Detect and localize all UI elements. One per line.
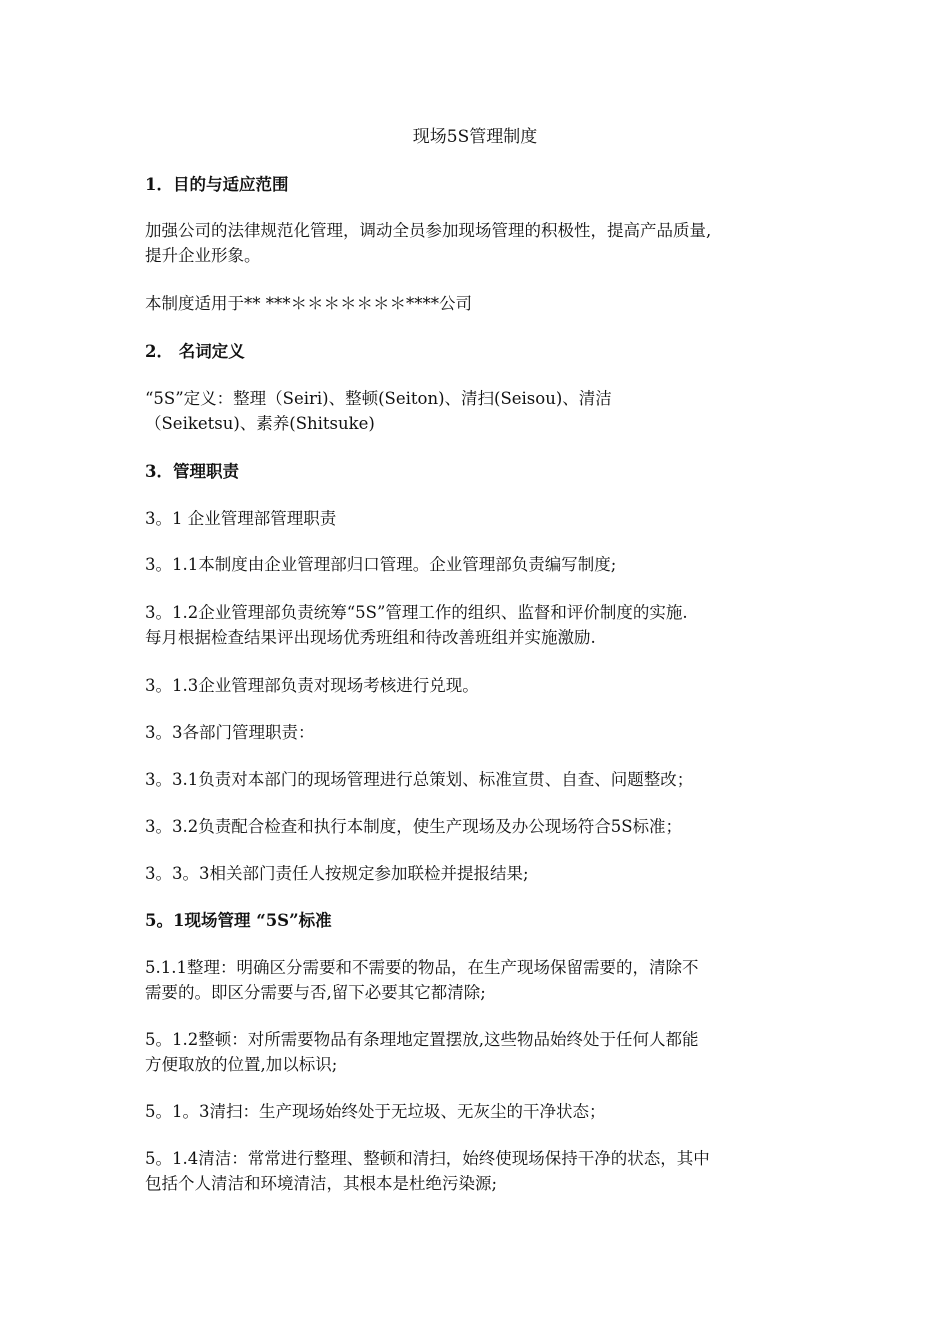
section-3-heading: 3．管理职责 xyxy=(145,462,239,481)
clause-5-1-2-line-1: 5。1.2整顿：对所需要物品有条理地定置摆放,这些物品始终处于任何人都能 xyxy=(145,1030,699,1049)
clause-5-1-1-line-2: 需要的。即区分需要与否,留下必要其它都清除; xyxy=(145,983,486,1002)
section-2-heading: 2． 名词定义 xyxy=(145,342,245,361)
clause-3-1: 3。1 企业管理部管理职责 xyxy=(145,509,337,528)
section-1-paragraph-line-2: 提升企业形象。 xyxy=(145,246,261,265)
section-1-heading: 1．目的与适应范围 xyxy=(145,175,289,194)
clause-3-3-3: 3。3。3相关部门责任人按规定参加联检并提报结果; xyxy=(145,864,529,883)
section-5-1-heading: 5。1现场管理 “5S”标准 xyxy=(145,911,332,930)
clause-3-3-2: 3。3.2负责配合检查和执行本制度，使生产现场及办公现场符合5S标准； xyxy=(145,817,683,836)
clause-3-1-2-line-2: 每月根据检查结果评出现场优秀班组和待改善班组并实施激励. xyxy=(145,628,596,647)
clause-5-1-2-line-2: 方便取放的位置,加以标识; xyxy=(145,1055,338,1074)
section-1-scope: 本制度适用于** ***＊＊＊＊＊＊＊****公司 xyxy=(145,294,472,313)
clause-3-1-2-line-1: 3。1.2企业管理部负责统筹“5S”管理工作的组织、监督和评价制度的实施. xyxy=(145,603,688,622)
clause-3-3: 3。3各部门管理职责： xyxy=(145,723,315,742)
clause-5-1-4-line-2: 包括个人清洁和环境清洁，其根本是杜绝污染源; xyxy=(145,1174,498,1193)
clause-3-3-1: 3。3.1负责对本部门的现场管理进行总策划、标准宣贯、自查、问题整改； xyxy=(145,770,694,789)
section-1-paragraph-line-1: 加强公司的法律规范化管理，调动全员参加现场管理的积极性，提高产品质量, xyxy=(145,221,712,240)
clause-5-1-3: 5。1。3清扫：生产现场始终处于无垃圾、无灰尘的干净状态； xyxy=(145,1102,606,1121)
clause-5-1-1-line-1: 5.1.1整理：明确区分需要和不需要的物品，在生产现场保留需要的，清除不 xyxy=(145,958,699,977)
section-2-definition-line-2: （Seiketsu)、素养(Shitsuke) xyxy=(145,414,375,433)
clause-3-1-3: 3。1.3企业管理部负责对现场考核进行兑现。 xyxy=(145,676,479,695)
clause-3-1-1: 3。1.1本制度由企业管理部归口管理。企业管理部负责编写制度; xyxy=(145,555,617,574)
section-2-definition-line-1: “5S”定义：整理（Seiri)、整顿(Seiton)、清扫(Seisou)、清洁 xyxy=(145,389,612,408)
document-title: 现场5S管理制度 xyxy=(412,127,538,147)
clause-5-1-4-line-1: 5。1.4清洁：常常进行整理、整顿和清扫，始终使现场保持干净的状态，其中 xyxy=(145,1149,710,1168)
